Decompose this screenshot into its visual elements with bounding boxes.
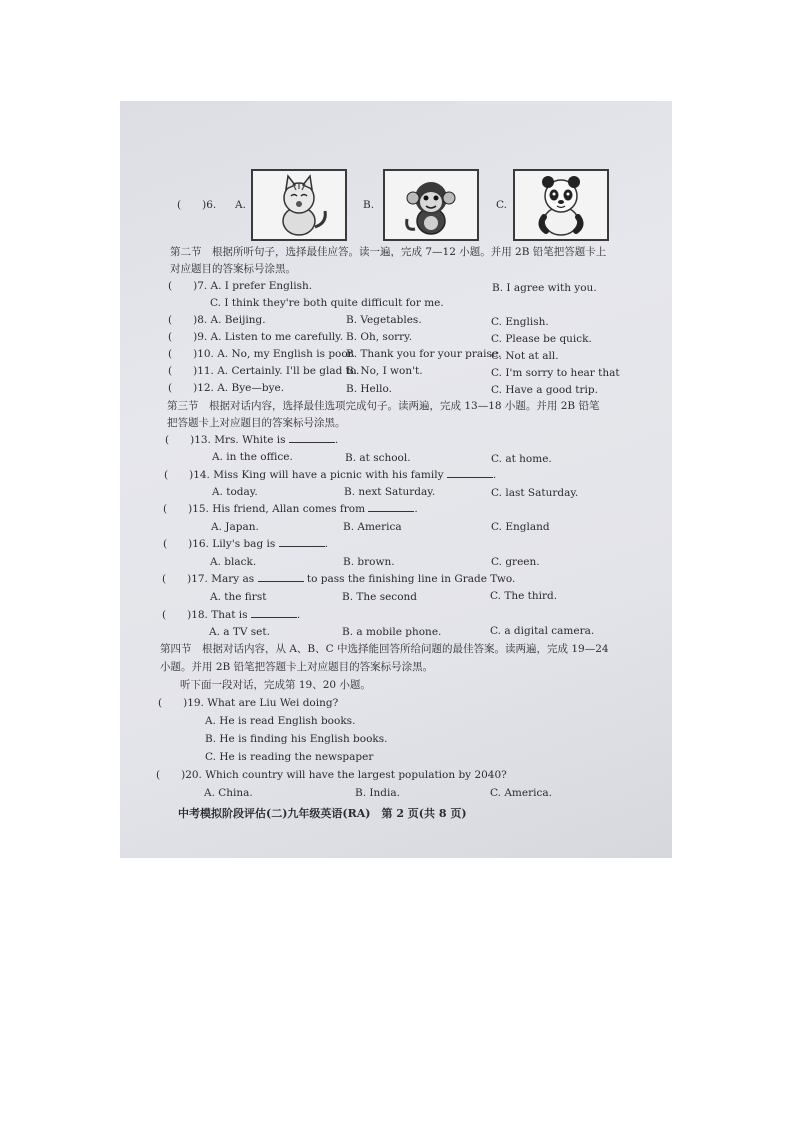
q13-option-c: C. at home. [491,453,552,465]
q13-option-a: A. in the office. [212,451,293,463]
q14-stem: ( )14. Miss King will have a picnic with his family . [164,469,497,481]
section3-instruction-line1: 第三节 根据对话内容，选择最佳选项完成句子。读两遍，完成 13—18 小题。并用 2B 铅笔 [167,400,600,412]
q9-option-a: ( )9. A. Listen to me carefully. [168,331,344,343]
section2-instruction-line1: 第二节 根据所听句子，选择最佳应答。读一遍，完成 7—12 小题。并用 2B 铅笔把答题卡上 [170,246,607,258]
q20-option-b: B. India. [355,787,400,799]
q10-option-b: B. Thank you for your praise. [346,348,502,360]
q14-option-c: C. last Saturday. [491,487,579,499]
q20-option-a: A. China. [204,787,253,799]
q7-option-b: B. I agree with you. [492,282,597,294]
q16-option-a: A. black. [210,556,257,568]
q19-option-a: A. He is read English books. [205,715,356,727]
q17-stem: ( )17. Mary as to pass the finishing line in Grade Two. [162,573,516,585]
section4-instruction-line2: 小题。并用 2B 铅笔把答题卡上对应题目的答案标号涂黑。 [160,661,434,673]
q11-option-c: C. I'm sorry to hear that [491,367,620,379]
q7-option-a: ( )7. A. I prefer English. [168,280,313,292]
q13-option-b: B. at school. [345,452,411,464]
q18-option-c: C. a digital camera. [490,625,595,637]
section3-instruction-line2: 把答题卡上对应题目的答案标号涂黑。 [167,417,346,429]
q11-option-a: ( )11. A. Certainly. I'll be glad to. [168,365,360,377]
q12-option-a: ( )12. A. Bye—bye. [168,382,285,394]
section4-instruction-line1: 第四节 根据对话内容，从 A、B、C 中选择能回答所给问题的最佳答案。读两遍，完成 19—24 [160,643,609,655]
q14-option-b: B. next Saturday. [344,486,436,498]
q7-option-c: C. I think they're both quite difficult for me. [210,297,444,309]
q17-option-c: C. The third. [490,590,558,602]
q6-option-a-label: A. [235,199,246,211]
exam-page [120,101,672,858]
q8-option-b: B. Vegetables. [346,314,422,326]
q14-option-a: A. today. [212,486,258,498]
q10-option-a: ( )10. A. No, my English is poor. [168,348,355,360]
q12-option-c: C. Have a good trip. [491,384,598,396]
q15-option-c: C. England [491,521,550,533]
q19-option-c: C. He is reading the newspaper [205,751,374,763]
q20-stem: ( )20. Which country will have the largest population by 2040? [156,769,507,781]
q9-option-c: C. Please be quick. [491,333,592,345]
cat-icon [251,169,347,241]
q10-option-c: C. Not at all. [491,350,559,362]
panda-icon [513,169,609,241]
section2-instruction-line2: 对应题目的答案标号涂黑。 [170,263,296,275]
q19-option-b: B. He is finding his English books. [205,733,388,745]
q19-stem: ( )19. What are Liu Wei doing? [158,697,339,709]
q17-option-b: B. The second [342,591,417,603]
q18-stem: ( )18. That is . [162,609,301,621]
q6-number: ( )6. [177,199,217,211]
q13-stem: ( )13. Mrs. White is . [165,434,339,446]
q8-option-c: C. English. [491,316,549,328]
q15-option-b: B. America [343,521,402,533]
q9-option-b: B. Oh, sorry. [346,331,413,343]
q20-option-c: C. America. [490,787,552,799]
section4-instruction-line3: 听下面一段对话，完成第 19、20 小题。 [180,679,371,691]
q15-stem: ( )15. His friend, Allan comes from . [163,503,418,515]
q18-option-a: A. a TV set. [209,626,270,638]
q16-stem: ( )16. Lily's bag is . [163,538,328,550]
q12-option-b: B. Hello. [346,383,392,395]
q18-option-b: B. a mobile phone. [342,626,442,638]
page-footer: 中考模拟阶段评估(二)九年级英语(RA) 第 2 页(共 8 页) [178,807,467,820]
q6-option-b-label: B. [363,199,375,211]
q16-option-b: B. brown. [343,556,395,568]
q11-option-b: B. No, I won't. [346,365,423,377]
q16-option-c: C. green. [491,556,540,568]
q15-option-a: A. Japan. [211,521,259,533]
q8-option-a: ( )8. A. Beijing. [168,314,266,326]
q6-option-c-label: C. [496,199,507,211]
monkey-icon [383,169,479,241]
q17-option-a: A. the first [210,591,267,603]
